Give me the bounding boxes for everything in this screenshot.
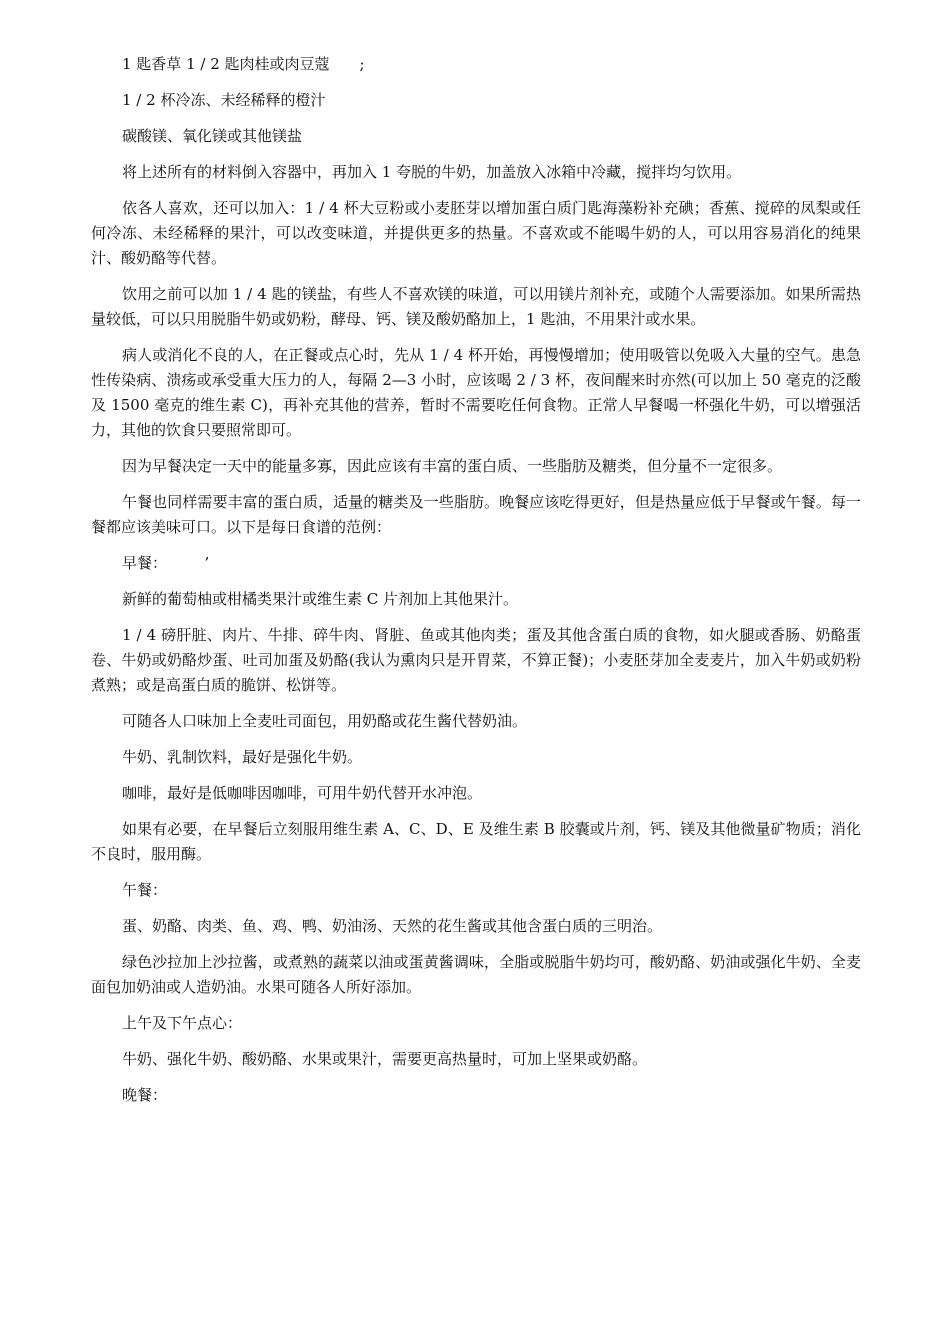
paragraph-patient-advice: 病人或消化不良的人，在正餐或点心时，先从 1 / 4 杯开始，再慢慢增加；使用吸管以免吸入大量的空气。患急性传染病、溃疡或承受重大压力的人，每隔 2—3 小时，应该喝 2 / 3 杯，夜间醒来时亦然(可以加上 50 毫克的泛酸及 1500 毫克的维生素 C)，再补充其他的营养，暂时不需要吃任何食物。正常人早餐喝一杯强化牛奶，可以增强活力，其他的饮食只要照常即可。 <box>91 346 861 439</box>
paragraph-breakfast-coffee: 咖啡，最好是低咖啡因咖啡，可用牛奶代替开水冲泡。 <box>122 784 483 802</box>
document-body <box>91 52 861 1119</box>
paragraph-lunch-dinner-note: 午餐也同样需要丰富的蛋白质，适量的糖类及一些脂肪。晚餐应该吃得更好，但是热量应低于早餐或午餐。每一餐都应该美味可口。以下是每日食谱的范例： <box>91 493 861 536</box>
paragraph-magnesium-note: 饮用之前可以加 1 / 4 匙的镁盐，有些人不喜欢镁的味道，可以用镁片剂补充，或随个人需要添加。如果所需热量较低，可以只用脱脂牛奶或奶粉，酵母、钙、镁及酸奶酪加上，1 匙油，不用果汁或水果。 <box>91 285 861 328</box>
paragraph-lunch-salad: 绿色沙拉加上沙拉酱，或煮熟的蔬菜以油或蛋黄酱调味，全脂或脱脂牛奶均可，酸奶酪、奶油或强化牛奶、全麦面包加奶油或人造奶油。水果可随各人所好添加。 <box>91 953 861 996</box>
paragraph-breakfast-supplements: 如果有必要，在早餐后立刻服用维生素 A、C、D、E 及维生素 B 胶囊或片剂，钙、镁及其他微量矿物质；消化不良时，服用酶。 <box>91 820 861 863</box>
paragraph-breakfast-protein: 1 / 4 磅肝脏、肉片、牛排、碎牛肉、肾脏、鱼或其他肉类；蛋及其他含蛋白质的食物，如火腿或香肠、奶酪蛋卷、牛奶或奶酪炒蛋、吐司加蛋及奶酪(我认为熏肉只是开胃菜，不算正餐)；小麦胚芽加全麦麦片，加入牛奶或奶粉煮熟；或是高蛋白质的脆饼、松饼等。 <box>91 626 861 694</box>
paragraph-mixing-instructions: 将上述所有的材料倒入容器中，再加入 1 夸脱的牛奶，加盖放入冰箱中冷藏，搅拌均匀饮用。 <box>122 163 742 181</box>
heading-lunch: 午餐： <box>122 881 168 899</box>
paragraph-optional-additions: 依各人喜欢，还可以加入：1 / 4 杯大豆粉或小麦胚芽以增加蛋白质门匙海藻粉补充碘；香蕉、搅碎的凤梨或任何冷冻、未经稀释的果汁，可以改变味道，并提供更多的热量。不喜欢或不能喝牛奶的人，可以用容易消化的纯果汁、酸奶酪等代替。 <box>91 199 861 267</box>
paragraph-lunch-sandwich: 蛋、奶酪、肉类、鱼、鸡、鸭、奶油汤、天然的花生酱或其他含蛋白质的三明治。 <box>122 917 663 935</box>
paragraph-snacks: 牛奶、强化牛奶、酸奶酪、水果或果汁，需要更高热量时，可加上坚果或奶酪。 <box>122 1050 648 1068</box>
heading-snacks: 上午及下午点心： <box>122 1014 243 1032</box>
paragraph-breakfast-juice: 新鲜的葡萄柚或柑橘类果汁或维生素 C 片剂加上其他果汁。 <box>122 590 519 608</box>
paragraph-ingredient-magnesium: 碳酸镁、氧化镁或其他镁盐 <box>122 127 303 145</box>
paragraph-breakfast-importance: 因为早餐决定一天中的能量多寡，因此应该有丰富的蛋白质、一些脂肪及糖类，但分量不一定很多。 <box>122 457 783 475</box>
paragraph-ingredient-vanilla: 1 匙香草 1 / 2 匙肉桂或肉豆蔻 ; <box>122 55 365 73</box>
paragraph-ingredient-orange-juice: 1 / 2 杯冷冻、未经稀释的橙汁 <box>122 91 326 109</box>
paragraph-breakfast-milk: 牛奶、乳制饮料，最好是强化牛奶。 <box>122 748 363 766</box>
heading-dinner: 晚餐： <box>122 1086 168 1104</box>
paragraph-breakfast-toast: 可随各人口味加上全麦吐司面包，用奶酪或花生酱代替奶油。 <box>122 712 528 730</box>
heading-breakfast: 早餐： ’ <box>122 554 210 572</box>
